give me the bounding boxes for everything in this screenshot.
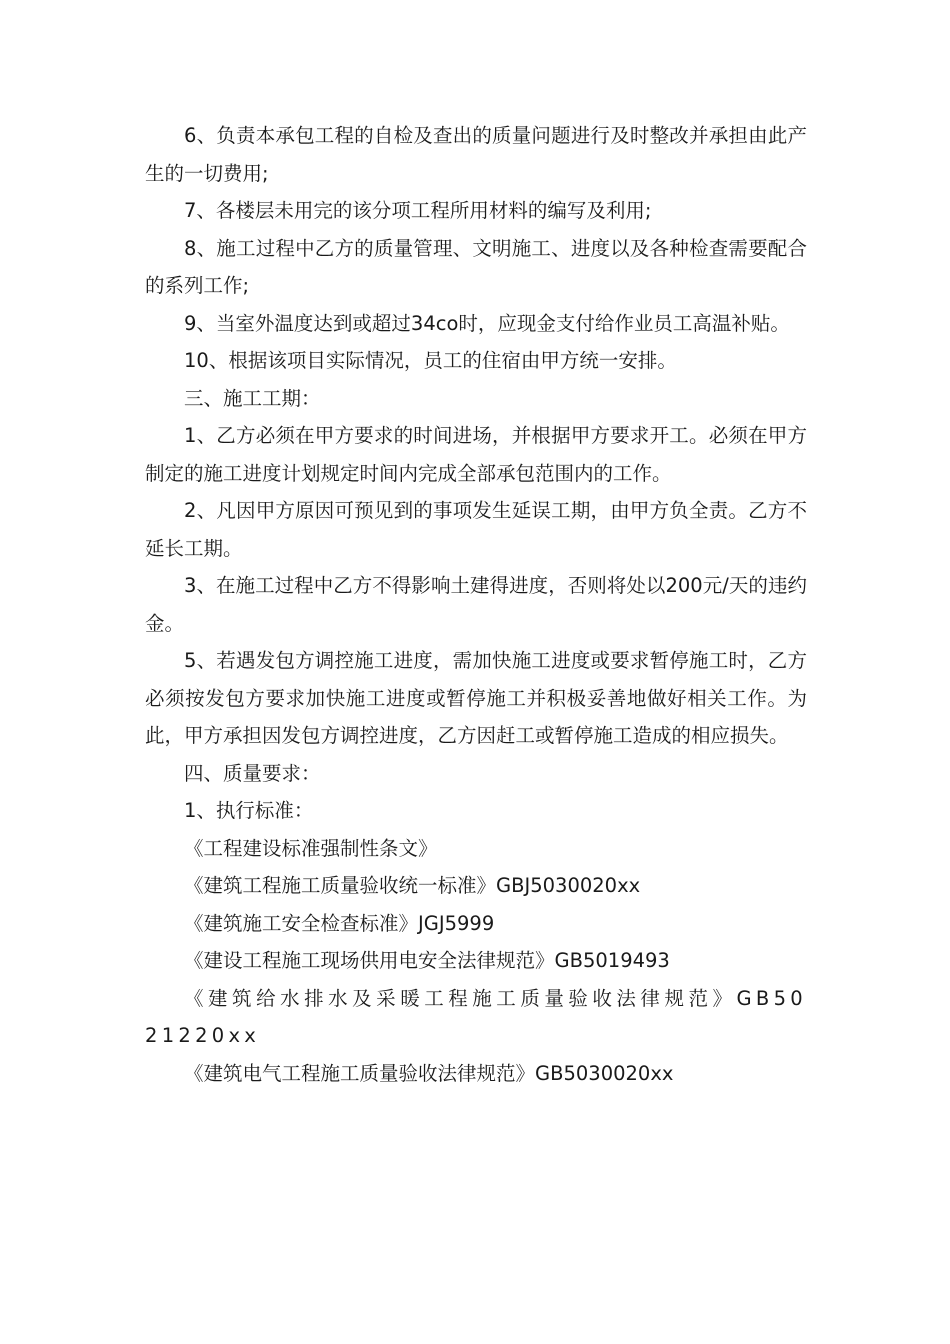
- clause-10: 10、根据该项目实际情况，员工的住宿由甲方统一安排。: [184, 349, 677, 372]
- clause-9: 9、当室外温度达到或超过34co时，应现金支付给作业员工高温补贴。: [184, 311, 790, 335]
- document-body: [145, 117, 807, 1092]
- quality-clause-1: 1、执行标准：: [184, 799, 314, 822]
- period-clause-3: 3、在施工过程中乙方不得影响土建得进度，否则将处以200元/天的违约金。: [145, 574, 807, 635]
- section-heading-quality: 四、质量要求：: [184, 761, 321, 785]
- period-clause-2: 2、凡因甲方原因可预见到的事项发生延误工期，由甲方负全责。乙方不延长工期。: [145, 499, 807, 560]
- standard-item: 《建筑给水排水及采暖工程施工质量验收法律规范》GB5021220xx: [145, 986, 807, 1047]
- clause-7: 7、各楼层未用完的该分项工程所用材料的编写及利用;: [184, 199, 652, 222]
- standard-item: 《建筑工程施工质量验收统一标准》GBJ5030020xx: [184, 874, 641, 897]
- clause-8: 8、施工过程中乙方的质量管理、文明施工、进度以及各种检查需要配合的系列工作;: [145, 236, 807, 297]
- standard-item: 《建设工程施工现场供用电安全法律规范》GB5019493: [184, 949, 670, 972]
- period-clause-5: 5、若遇发包方调控施工进度，需加快施工进度或要求暂停施工时，乙方必须按发包方要求加快施工进度或暂停施工并积极妥善地做好相关工作。为此，甲方承担因发包方调控进度，乙方因赶工或暂停施工造成的相应损失。: [145, 649, 807, 747]
- standard-item: 《工程建设标准强制性条文》: [184, 836, 438, 860]
- standard-item: 《建筑施工安全检查标准》JGJ5999: [184, 911, 495, 935]
- standard-item: 《建筑电气工程施工质量验收法律规范》GB5030020xx: [184, 1061, 674, 1085]
- clause-6: 6、负责本承包工程的自检及查出的质量问题进行及时整改并承担由此产生的一切费用;: [145, 124, 807, 185]
- period-clause-1: 1、乙方必须在甲方要求的时间进场，并根据甲方要求开工。必须在甲方制定的施工进度计划规定时间内完成全部承包范围内的工作。: [145, 424, 807, 485]
- section-heading-construction-period: 三、施工工期：: [184, 386, 321, 410]
